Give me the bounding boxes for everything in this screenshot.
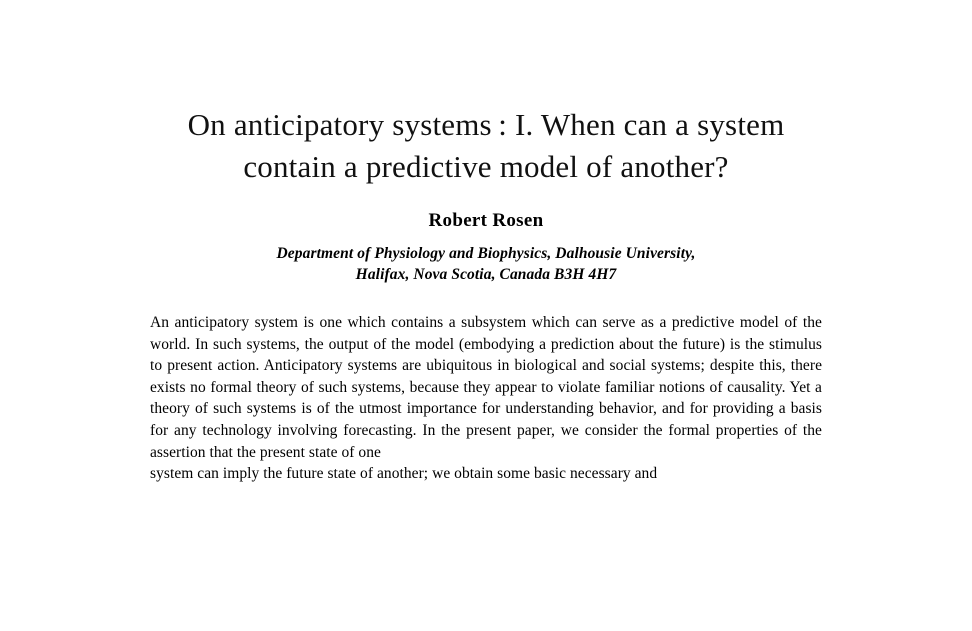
affiliation-line-1: Department of Physiology and Biophysics, Dalhousie University,	[276, 245, 696, 262]
abstract-text	[150, 312, 822, 485]
abstract-paragraph: An anticipatory system is one which contains a subsystem which can serve as a predictive model of the world. In such systems, the output of the model (embodying a prediction about the future) is the stimulus to present action. Anticipatory systems are ubiquitous in biological and social systems; despite this, there exists no formal theory of such systems, because they appear to violate familiar notions of causality. Yet a theory of such systems is of the utmost importance for understanding behavior, and for providing a basis for any technology involving forecasting. In the present paper, we consider the formal properties of the assertion that the present state of one	[150, 314, 822, 461]
author-name: Robert Rosen	[428, 210, 544, 231]
author-affiliation	[0, 243, 972, 285]
abstract-clipped-line: system can imply the future state of another; we obtain some basic necessary and	[150, 465, 658, 483]
affiliation-line-2: Halifax, Nova Scotia, Canada B3H 4H7	[355, 266, 617, 283]
document-page	[0, 104, 972, 591]
title-line-2: contain a predictive model of another?	[243, 149, 729, 184]
paper-title	[0, 104, 972, 188]
page-bottom-clip	[0, 591, 972, 631]
title-line-1: On anticipatory systems : I. When can a system	[187, 107, 785, 142]
